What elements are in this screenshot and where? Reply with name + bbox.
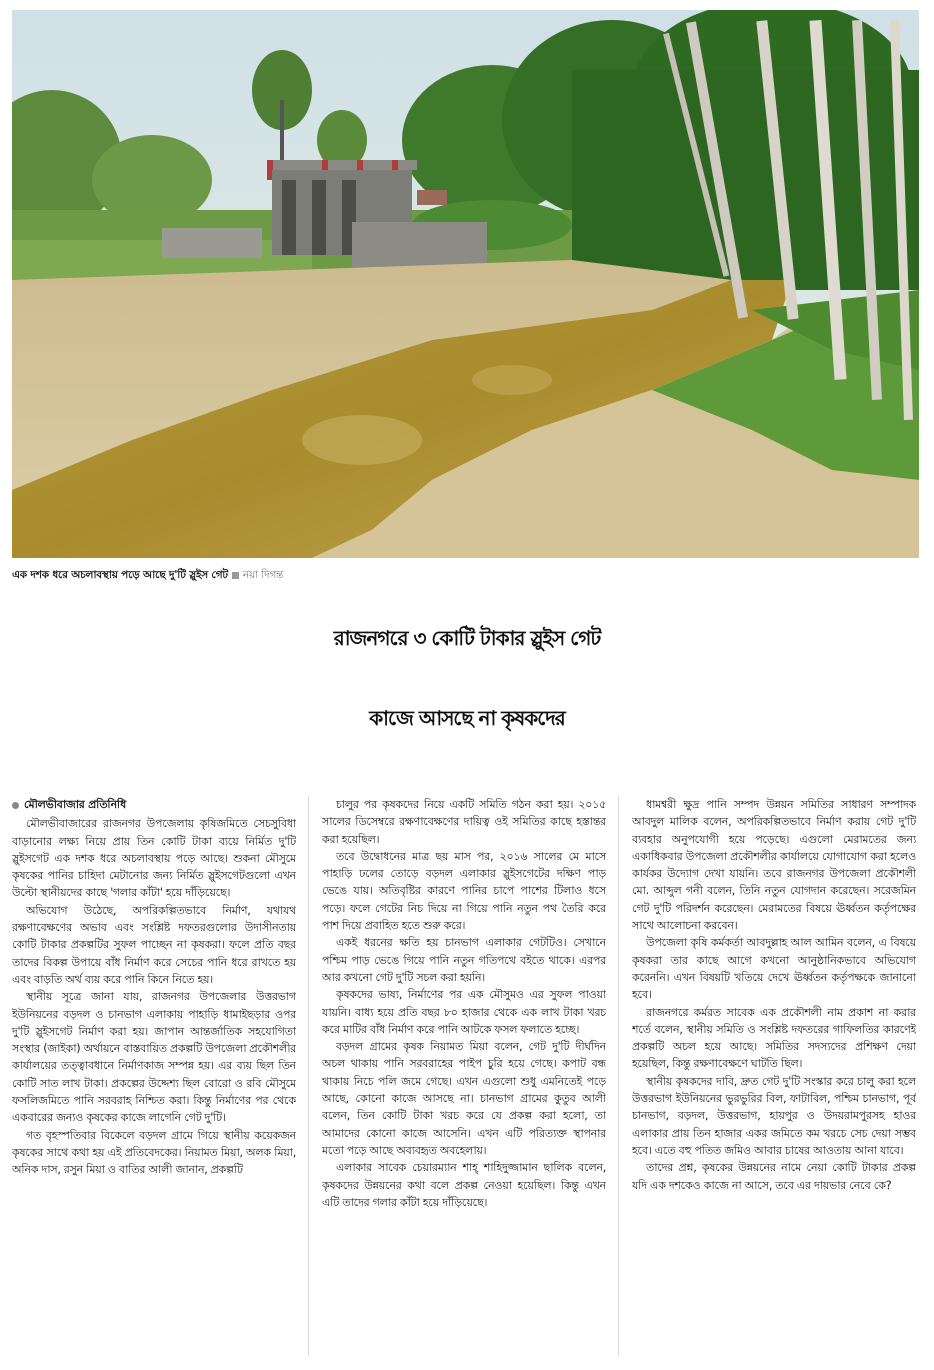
paragraph: ধামশ্বরী ক্ষুদ্র পানি সম্পদ উন্নয়ন সমিতির সাধারণ সম্পাদক আবদুল মালিক বলেন, অপরিকল্পিতভাবে নির্মাণ করায় গেট দু'টি ব্যবহার অনুপযোগী হয়ে পড়েছে। এগুলো মেরামতের জন্য একাধিকবার উপজেলা প্রকৌশলীর কার্যালয়ে যোগাযোগ করা হলেও কার্যকর উদ্যোগ দেখা যায়নি। তবে রাজনগর উপজেলা প্রকৌশলী মো. আব্দুল গনী বলেন, তিনি নতুন যোগদান করেছেন। সরেজমিন গেট দু'টি পরিদর্শন করেছেন। মেরামতের বিষয়ে ঊর্ধ্বতন কর্তৃপক্ষের সাথে আলোচনা করবেন। (632, 798, 916, 933)
headline (0, 598, 934, 758)
column-divider (618, 796, 619, 1356)
headline-line-2: কাজে আসছে না কৃষকদের (369, 706, 565, 730)
paragraph: স্থানীয় সূত্রে জানা যায়, রাজনগর উপজেলার উত্তরভাগ ইউনিয়নের বড়দল ও চানভাগ এলাকায় পাহাড়ি ধামাইছড়ার ওপর দু'টি স্লুইসগেট নির্মাণ করা হয়। জাপান আন্তর্জাতিক সহযোগিতা সংস্থার (জাইকা) অর্থায়নে বাস্তবায়িত প্রকল্পটি উপজেলা প্রকৌশলীর কার্যালয়ের তত্ত্বাবধানে নির্মাণকাজ সম্পন্ন হয়। এর ব্যয় ছিল তিন কোটি সাত লাখ টাকা। প্রকল্পের উদ্দেশ্য ছিল বোরো ও রবি মৌসুমে ফসলিজমিতে পানি সরবরাহ নিশ্চিত করা। কিন্তু নির্মাণের পর থেকে একবারের জন্যও কৃষকের কাজে লাগেনি গেট দু'টি। (12, 990, 296, 1125)
article-column-1 (12, 796, 296, 1356)
byline (12, 796, 296, 813)
bullet-icon (12, 802, 19, 809)
paragraph: কৃষকদের ভাষ্য, নির্মাণের পর এক মৌসুমও এর সুফল পাওয়া যায়নি। বাধ্য হয়ে প্রতি বছর ৮০ হাজার থেকে এক লাখ টাকা খরচ করে মাটির বাঁধ নির্মাণ করে পানি আটকে ফসল ফলাতে হচ্ছে। (322, 988, 606, 1036)
byline-text: মৌলভীবাজার প্রতিনিধি (24, 798, 127, 811)
paragraph: তবে উদ্বোধনের মাত্র ছয় মাস পর, ২০১৬ সালের মে মাসে পাহাড়ি ঢলের তোড়ে বড়দল এলাকার স্লুইসগেটের দক্ষিণ পাড় ভেঙে যায়। অতিবৃষ্টির কারণে পানির চাপে পাশের টিলাও ধসে পড়ে। ফলে গেটের নিচ দিয়ে না গিয়ে পানি নতুন পথ তৈরি করে পাশ দিয়ে প্রবাহিত হতে শুরু করে। (322, 849, 606, 933)
paragraph: তাদের প্রশ্ন, কৃষকের উন্নয়নের নামে নেয়া কোটি টাকার প্রকল্প যদি এক দশকেও কাজে না আসে, তবে এর দায়ভার নেবে কে? (632, 1161, 916, 1192)
article-column-3 (632, 796, 916, 1356)
paragraph: গত বৃহস্পতিবার বিকেলে বড়দল গ্রামে গিয়ে স্থানীয় কয়েকজন কৃষকের সাথে কথা হয় এই প্রতিবেদকের। নিয়ামত মিয়া, অলক মিয়া, অনিক দাস, রসুন মিয়া ও বাতির আলী জানান, প্রকল্পটি (12, 1128, 296, 1177)
paragraph: বড়দল গ্রামের কৃষক নিয়ামত মিয়া বলেন, গেট দু'টি দীর্ঘদিন অচল থাকায় পানি সরবরাহের পাইপ চুরি হয়ে গেছে। কপাট বন্ধ থাকায় নিচে পলি জমে গেছে। এখন এগুলো শুধু এমনিতেই পড়ে আছে, কোনো কাজে আসছে না। চানভাগ গ্রামের কুতুব আলী বলেন, তিন কোটি টাকা খরচ করে যে প্রকল্প করা হলো, তা আমাদের কোনো কাজে আসেনি। এখন এটি পরিত্যক্ত স্থাপনার মতো পড়ে আছে অব্যবহৃত অবহেলায়। (322, 1040, 606, 1157)
caption-credit: নয়া দিগন্ত (242, 569, 284, 581)
paragraph: চালুর পর কৃষকদের নিয়ে একটি সমিতি গঠন করা হয়। ২০১৫ সালের ডিসেম্বরে রক্ষণাবেক্ষণের দায়িত্ব ওই সমিতির কাছে হস্তান্তর করা হয়েছিল। (322, 798, 606, 846)
caption-separator-icon (232, 572, 239, 579)
paragraph: উপজেলা কৃষি কর্মকর্তা আবদুল্লাহ আল আমিন বলেন, এ বিষয়ে কৃষকরা তার কাছে আগে কখনো আনুষ্ঠানিকভাবে অভিযোগ করেননি। এখন বিষয়টি খতিয়ে দেখে ঊর্ধ্বতন কর্তৃপক্ষকে জানানো হবে। (632, 936, 916, 1002)
caption-text: এক দশক ধরে অচলাবস্থায় পড়ে আছে দু'টি স্লুইস গেট (12, 569, 228, 581)
photo-caption (12, 568, 912, 585)
headline-line-1: রাজনগরে ৩ কোটি টাকার স্লুইস গেট (333, 626, 601, 650)
paragraph: রাজনগরে কর্মরত সাবেক এক প্রকৌশলী নাম প্রকাশ না করার শর্তে বলেন, স্থানীয় সমিতি ও সংশ্লিষ্ট দফতরের গাফিলতির কারণেই প্রকল্পটি অচল হয়ে আছে। সমিতির সদস্যদের প্রশিক্ষণ দেয়া হয়েছিল, কিন্তু রক্ষণাবেক্ষণে ঘাটতি ছিল। (632, 1005, 916, 1071)
article-column-2 (322, 796, 606, 1356)
paragraph: অভিযোগ উঠেছে, অপরিকল্পিতভাবে নির্মাণ, যথাযথ রক্ষণাবেক্ষণের অভাব এবং সংশ্লিষ্ট দফতরগুলোর উদাসীনতায় কোটি টাকার প্রকল্পটির সুফল পাচ্ছেন না কৃষকরা। ফলে প্রতি বছর তাদের বিকল্প উপায়ে বাঁধ নির্মাণ করে সেচের পানি ধরে রাখতে হয় এবং বাড়তি অর্থ ব্যয় করে পানি কিনে নিতে হয়। (12, 903, 296, 986)
column-divider (308, 796, 309, 1356)
sluice-gate-photo (12, 10, 919, 558)
paragraph: একই ধরনের ক্ষতি হয় চানভাগ এলাকার গেটটিও। সেখানে পশ্চিম পাড় ভেঙে গিয়ে পানি নতুন গতিপথে বইতে থাকে। এরপর আর কখনো গেট দু'টি সচল করা হয়নি। (322, 936, 606, 984)
paragraph: মৌলভীবাজারের রাজনগর উপজেলায় কৃষিজমিতে সেচসুবিধা বাড়ানোর লক্ষ্য নিয়ে প্রায় তিন কোটি টাকা ব্যয়ে নির্মিত দু'টি স্লুইসগেট এক দশক ধরে অচলাবস্থায় পড়ে আছে। শুকনা মৌসুমে কৃষকের পানির চাহিদা মেটানোর জন্য নির্মিত স্লুইসগেটগুলো এখন উল্টো স্থানীয়দের কাছে 'গলার কাঁটা' হয়ে দাঁড়িয়েছে। (12, 817, 296, 900)
paragraph: স্থানীয় কৃষকদের দাবি, দ্রুত গেট দু'টি সংস্কার করে চালু করা হলে উত্তরভাগ ইউনিয়নের ভুরভুরির বিল, ফাটাবিল, পশ্চিম চানভাগ, পূর্ব চানভাগ, বড়দল, উত্তরভাগ, হায়পুর ও উদয়রামপুরসহ হাওর এলাকার প্রায় তিন হাজার একর জমিতে কম খরচে সেচ দেয়া সম্ভব হবে। এতে বহু পতিত জমিও আবার চাষের আওতায় আনা যাবে। (632, 1074, 916, 1157)
paragraph: এলাকার সাবেক চেয়ারম্যান শাহ্ শাহিদুজ্জামান ছালিক বলেন, কৃষকদের উন্নয়নের কথা বলে প্রকল্প নেওয়া হয়েছিল। কিন্তু এখন এটি তাদের গলার কাঁটা হয়ে দাঁড়িয়েছে। (322, 1161, 606, 1209)
